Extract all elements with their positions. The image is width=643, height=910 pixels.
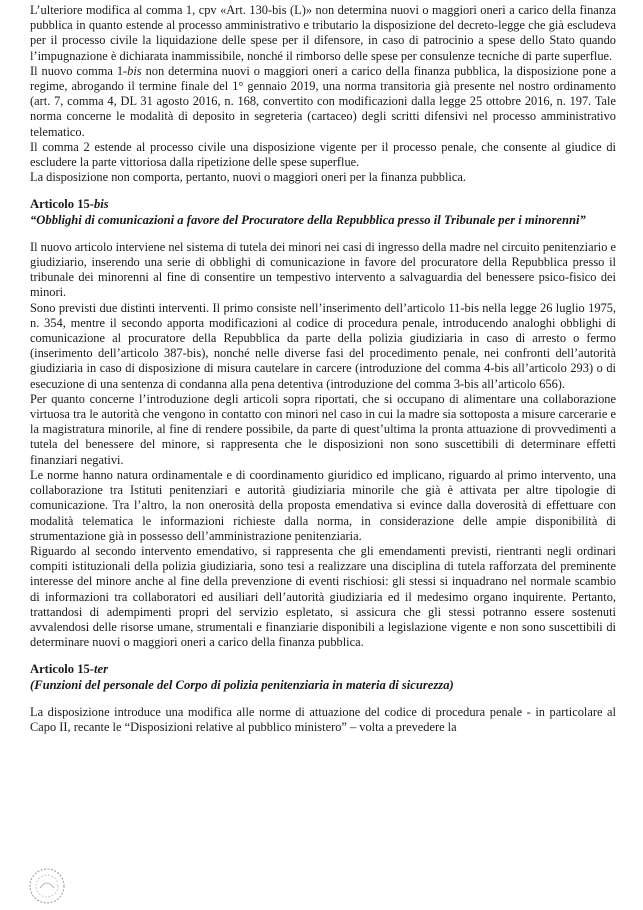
article-heading xyxy=(30,662,616,677)
paragraph: Il comma 2 estende al processo civile una disposizione vigente per il processo penale, che consente al giudice di escludere la parte vittoriosa dalla ripetizione delle spese superflue. xyxy=(30,139,616,170)
article-heading xyxy=(30,197,616,212)
document-page xyxy=(30,3,616,735)
stamp-seal-icon xyxy=(27,866,67,906)
paragraph xyxy=(30,64,616,140)
heading-prefix: Articolo 15- xyxy=(30,662,94,677)
article-subtitle: (Funzioni del personale del Corpo di polizia penitenziaria in materia di sicurezza) xyxy=(30,677,454,692)
heading-suffix: ter xyxy=(94,662,108,677)
paragraph: Le norme hanno natura ordinamentale e di coordinamento giuridico ed implicano, riguardo al primo intervento, una collaborazione tra Istituti penitenziari e autorità giudiziaria minorile che già è attivata per altre tipologie di comunicazione. Tra l’altro, la non onerosità della proposta emendativa si evince dalla doverosità di effettuare con modalità telematica le informazioni richieste dalla norma, in considerazione delle ampie disponibilità di strumentazione già in possesso dell’amministrazione penitenziaria. xyxy=(30,467,616,543)
paragraph: La disposizione introduce una modifica alle norme di attuazione del codice di procedura penale - in particolare al Capo II, recante le “Disposizioni relative al pubblico ministero” – volta a prevedere la xyxy=(30,704,616,734)
heading-suffix: bis xyxy=(94,197,109,212)
heading-prefix: Articolo 15- xyxy=(30,197,94,212)
paragraph: La disposizione non comporta, pertanto, nuovi o maggiori oneri per la finanza pubblica. xyxy=(30,170,466,185)
article-subtitle: “Obblighi di comunicazioni a favore del Procuratore della Repubblica presso il Tribunale per i minorenni” xyxy=(30,212,586,227)
paragraph: Il nuovo articolo interviene nel sistema di tutela dei minori nei casi di ingresso della madre nel circuito penitenziario e giudiziario, inserendo una serie di obblighi di comunicazione in favore del procuratore della Repubblica presso il tribunale dei minorenni al fine di consentire un tempestivo intervento a salvaguardia del benessere psico-fisico dei minori. xyxy=(30,239,616,300)
text-span-italic: bis xyxy=(127,63,142,78)
paragraph: L’ulteriore modifica al comma 1, cpv «Art. 130-bis (L)» non determina nuovi o maggiori oneri a carico della finanza pubblica in quanto estende al processo amministrativo e tributario la disposizione del decreto-legge che già escludeva per il processo civile la liquidazione delle spese per il difensore, in caso di patrocinio a spese dello Stato quando l’impugnazione è dichiarata inammissibile, nonché il rimborso delle spese per consulenze tecniche di parte superflue. xyxy=(30,3,616,63)
paragraph: Per quanto concerne l’introduzione degli articoli sopra riportati, che si occupano di alimentare una collaborazione virtuosa tra le autorità che vengono in contatto con minori nel caso in cui la madre sia sottoposta a misure carcerarie e la magistratura minorile, al fine di rendere possibile, da parte di quest’ultima la pronta attuazione di provvedimenti a tutela del benessere del minore, si rappresenta che le disposizioni non sono suscettibili di determinare effetti finanziari negativi. xyxy=(30,391,616,467)
paragraph: Riguardo al secondo intervento emendativo, si rappresenta che gli emendamenti previsti, rientranti negli ordinari compiti istituzionali della polizia giudiziaria, sono tesi a realizzare una disciplina di tutela rafforzata del preminente interesse del minore anche al fine della prevenzione di eventi rischiosi: gli stessi si inquadrano nel normale scambio di informazioni tra collaboratori ed ausiliari dell’autorità giudiziaria ed il medesimo organo inquirente. Pertanto, trattandosi di adempimenti propri del servizio espletato, si assicura che gli stessi potranno essere sostenuti avvalendosi delle risorse umane, strumentali e finanziarie disponibili a legislazione vigente e non sono suscettibili di determinare nuovi o maggiori oneri a carico della finanza pubblica. xyxy=(30,543,616,650)
paragraph: Sono previsti due distinti interventi. Il primo consiste nell’inserimento dell’articolo 11-bis nella legge 26 luglio 1975, n. 354, mentre il secondo apporta modificazioni al codice di procedura penale, introducendo analoghi obblighi di comunicazione al procuratore della Repubblica da parte della polizia giudiziaria in caso di arresto o fermo (inserimento dell’articolo 387-bis), nonché nelle diverse fasi del procedimento penale, nei confronti dell’autorità giudiziaria in caso di disposizione di misura cautelare in carcere (introduzione del comma 4-bis all’articolo 293) o di esecuzione di una sentenza di condanna alla pena detentiva (introduzione del comma 3-bis all’articolo 656). xyxy=(30,300,616,391)
text-span: Il nuovo comma 1- xyxy=(30,63,128,78)
text-span: non determina nuovi o maggiori oneri a carico della finanza pubblica, la disposizione pone a regime, abrogando il termine finale del 1° gennaio 2019, una norma transitoria già presente nel nostro ordinamento (art. 7, comma 4, DL 31 agosto 2016, n. 168, convertito con modificazioni dalla legge 25 ottobre 2016, n. 197. Tale norma concerne le modalità di deposito in segreteria (cartaceo) degli scritti difensivi nel processo amministrativo telematico. xyxy=(30,63,616,139)
